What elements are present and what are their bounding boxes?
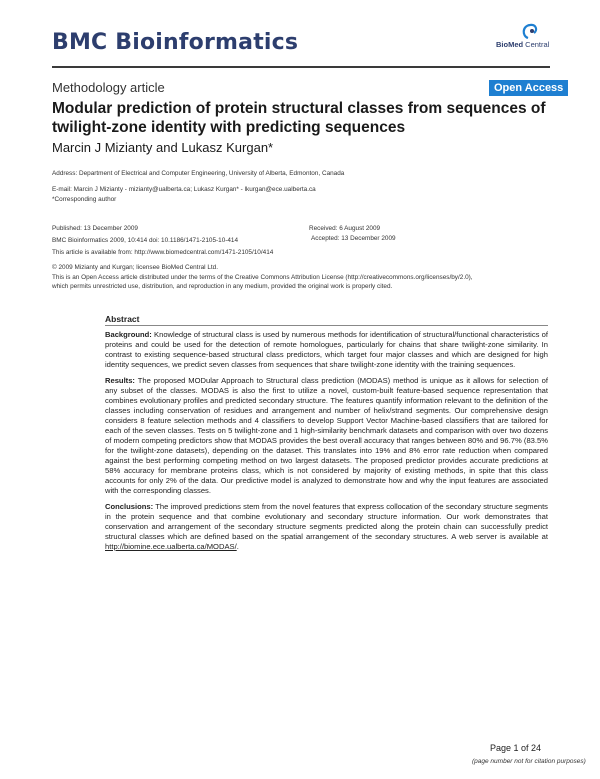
results-label: Results: bbox=[105, 376, 135, 385]
background-text: Knowledge of structural class is used by numerous methods for identification of structural/functional characteristics of proteins and could be used for the detection of remote homologues, particularly for chains that share twilight-zone similarity. In contrast to existing sequence-based structural class predictors, which target four major classes and which are designed for high identity sequences, we predict seven classes from sequences that share twilight-zone identity with the training sequences. bbox=[105, 330, 548, 369]
open-access-badge: Open Access bbox=[489, 80, 568, 96]
authors: Marcin J Mizianty and Lukasz Kurgan* bbox=[52, 140, 274, 155]
abstract-heading: Abstract bbox=[105, 314, 140, 324]
conclusions-text: The improved predictions stem from the novel features that express collocation of the secondary structure segments in the protein sequence and that combine evolutionary and secondary structure information. Our work demonstrates that conservation and arrangement of the secondary structure segments predicted along the protein chain can successfully predict structural classes which are defined based on the spatial arrangement of the secondary structures. A web server is available at bbox=[105, 502, 548, 541]
biomed-swirl-icon bbox=[496, 22, 556, 42]
email: E-mail: Marcin J Mizianty - mizianty@ualberta.ca; Lukasz Kurgan* - lkurgan@ece.ualberta.ca bbox=[52, 186, 316, 193]
abstract-conclusions bbox=[105, 502, 548, 552]
license-line-1: This is an Open Access article distributed under the terms of the Creative Commons Attribution License (http://creativecommons.org/licenses/by/2.0), bbox=[52, 274, 473, 281]
accepted-date: Accepted: 13 December 2009 bbox=[311, 235, 396, 242]
corresponding-author: *Corresponding author bbox=[52, 196, 117, 203]
address: Address: Department of Electrical and Computer Engineering, University of Alberta, Edmonton, Canada bbox=[52, 170, 345, 177]
availability-link[interactable]: This article is available from: http://www.biomedcentral.com/1471-2105/10/414 bbox=[52, 249, 274, 256]
background-label: Background: bbox=[105, 330, 152, 339]
abstract-section bbox=[105, 314, 548, 558]
article-type: Methodology article bbox=[52, 80, 165, 95]
conclusions-label: Conclusions: bbox=[105, 502, 154, 511]
abstract-background bbox=[105, 330, 548, 370]
header-rule bbox=[52, 66, 550, 68]
biomed-central-logo bbox=[496, 22, 556, 50]
logo-central: Central bbox=[523, 40, 550, 49]
citation: BMC Bioinformatics 2009, 10:414 doi: 10.1186/1471-2105-10-414 bbox=[52, 237, 239, 244]
web-server-link[interactable]: http://biomine.ece.ualberta.ca/MODAS/ bbox=[105, 542, 237, 551]
abstract-rule bbox=[105, 325, 548, 326]
published-date: Published: 13 December 2009 bbox=[52, 225, 138, 232]
article-title: Modular prediction of protein structural classes from sequences of twilight-zone identity with predicting sequences bbox=[52, 100, 546, 136]
received-date: Received: 6 August 2009 bbox=[309, 225, 381, 232]
logo-bio: BioMed bbox=[496, 40, 524, 49]
journal-title: BMC Bioinformatics bbox=[52, 30, 299, 55]
page-number: Page 1 of 24 bbox=[490, 743, 542, 753]
results-text: The proposed MODular Approach to Structural class prediction (MODAS) method is unique as it allows for selection of any subset of the classes. MODAS is also the first to utilize a novel, custom-built feature-based sequence representation that combines evolutionary profiles and predicted secondary structure. The features quantify information relevant to the definition of the classes including conservation of residues and arrangement and number of helix/strand segments. Our comprehensive design considers 8 feature selection methods and 4 classifiers to develop Support Vector Machine-based classifiers that are tailored for each of the seven classes. Tests on 5 twilight-zone and 1 high-similarity benchmark datasets and comparison with over two dozens of modern competing predictors show that MODAS provides the best overall accuracy that ranges between 80% and 96.7% (83.5% for the twilight-zone datasets), depending on the dataset. This translates into 19% and 8% error rate reduction when compared against the best performing competing method on two largest datasets. The proposed predictor provides accurate predictions at 58% accuracy for membrane proteins class, which is not considered by majority of existing methods, in spite that this class accounts for only 2% of the data. Our predictive model is analyzed to demonstrate how and why the input features are associated with the corresponding classes. bbox=[105, 376, 548, 495]
abstract-results bbox=[105, 376, 548, 496]
license-line-2: which permits unrestricted use, distribution, and reproduction in any medium, provided the original work is properly cited. bbox=[52, 283, 393, 290]
conclusions-end: . bbox=[236, 542, 239, 551]
copyright: © 2009 Mizianty and Kurgan; licensee BioMed Central Ltd. bbox=[52, 264, 218, 271]
page-note: (page number not for citation purposes) bbox=[472, 758, 586, 765]
